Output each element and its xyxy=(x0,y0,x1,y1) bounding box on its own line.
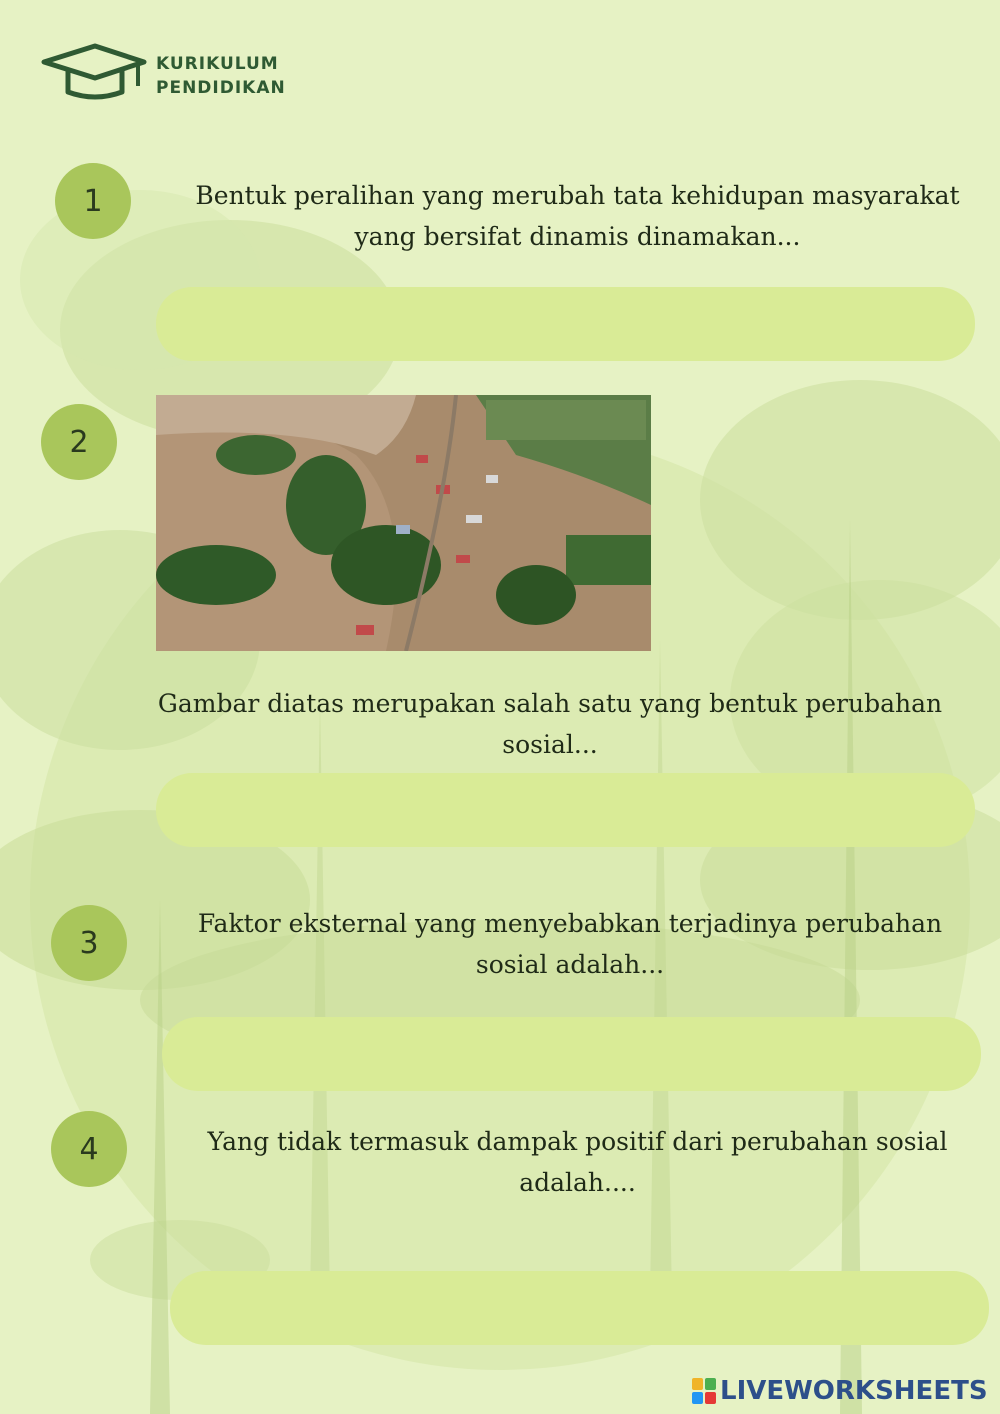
question-number-1: 1 xyxy=(55,163,131,239)
brand-line-2: PENDIDIKAN xyxy=(156,78,286,98)
answer-field-2[interactable] xyxy=(156,773,975,847)
question-text-3: Faktor eksternal yang menyebabkan terjadinya perubahan sosial adalah... xyxy=(197,909,943,979)
brand-line-1: KURIKULUM xyxy=(156,54,279,74)
graduation-cap-icon xyxy=(40,40,150,104)
brand-logo xyxy=(40,40,300,104)
question-text-4: Yang tidak termasuk dampak positif dari perubahan sosial adalah.... xyxy=(207,1127,948,1197)
liveworksheets-logo xyxy=(692,1374,992,1408)
answer-field-1[interactable] xyxy=(156,287,975,361)
answer-field-3[interactable] xyxy=(162,1017,981,1091)
liveworksheets-text: LIVEWORKSHEETS xyxy=(720,1376,988,1406)
question-number-2: 2 xyxy=(41,404,117,480)
flood-aerial-photo xyxy=(156,395,651,651)
question-number-3: 3 xyxy=(51,905,127,981)
liveworksheets-icon xyxy=(692,1378,716,1404)
question-text-2: Gambar diatas merupakan salah satu yang bentuk perubahan sosial... xyxy=(157,689,943,759)
question-number-4: 4 xyxy=(51,1111,127,1187)
answer-field-4[interactable] xyxy=(170,1271,989,1345)
question-text-1: Bentuk peralihan yang merubah tata kehidupan masyarakat yang bersifat dinamis dinamakan... xyxy=(195,181,960,251)
